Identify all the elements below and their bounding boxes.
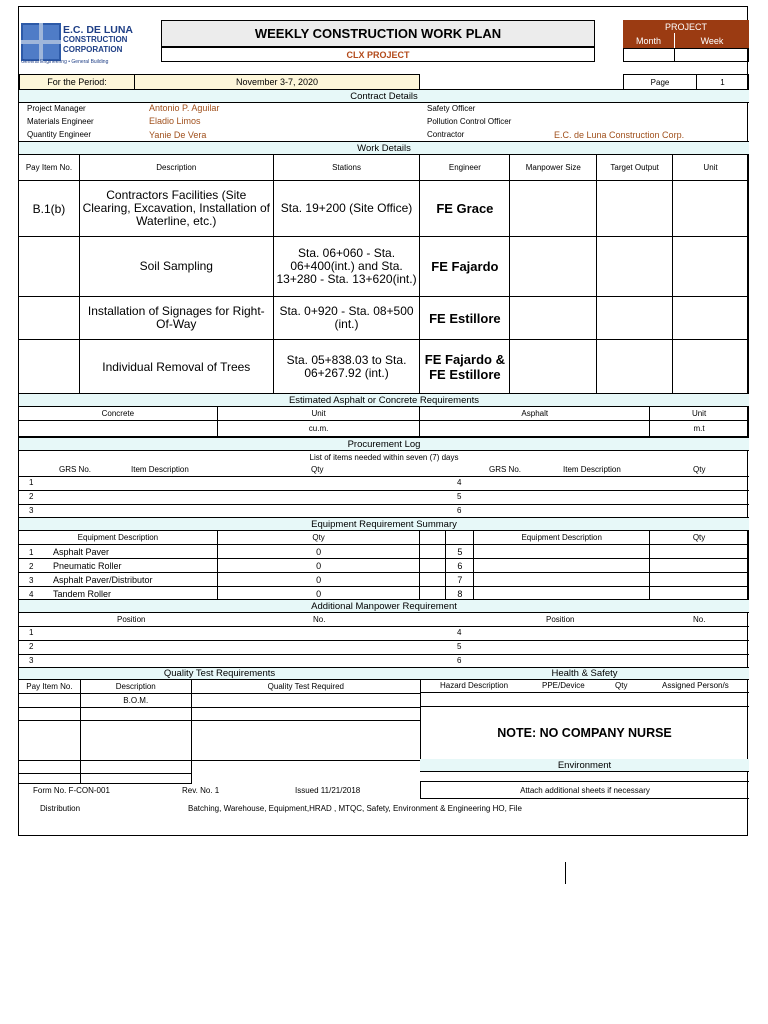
pay-item-cell — [19, 340, 80, 395]
equipment-desc-header-right: Equipment Description — [474, 531, 650, 545]
equipment-number: 8 — [446, 587, 474, 601]
unit-cell[interactable] — [673, 181, 749, 237]
company-tagline: General Engineering • General Building — [21, 59, 109, 65]
attach-note-text: Attach additional sheets if necessary — [520, 785, 650, 795]
header-target-output: Target Output — [597, 155, 673, 181]
manpower-position-header-left: Position — [117, 615, 146, 624]
engineer-cell: FE Fajardo & FE Estillore — [420, 340, 510, 395]
environment-title: Environment — [557, 759, 612, 771]
week-label — [675, 33, 749, 48]
quantity-engineer-label: Quantity Engineer — [27, 130, 92, 139]
hazard-header: Hazard Description — [440, 681, 509, 690]
manpower-rows — [19, 626, 749, 667]
description-cell: Installation of Signages for Right-Of-Way — [79, 297, 273, 340]
procurement-qty-header-left: Qty — [311, 465, 324, 474]
procurement-row-number: 2 — [29, 492, 34, 501]
page-title-text: WEEKLY CONSTRUCTION WORK PLAN — [254, 26, 502, 41]
pay-item-cell: B.1(b) — [19, 181, 80, 237]
equipment-desc-cell[interactable] — [474, 559, 650, 573]
quality-test-title: Quality Test Requirements — [163, 668, 276, 679]
equipment-qty: 0 — [217, 587, 420, 601]
distribution-label: Distribution — [40, 804, 81, 813]
station-cell: Sta. 06+060 - Sta. 06+400(int.) and Sta. 13+280 - Sta. 13+620(int.) — [273, 237, 420, 297]
month-label — [623, 33, 675, 48]
company-name — [63, 25, 163, 55]
engineer-cell: FE Grace — [420, 181, 510, 237]
manpower-no-header-left: No. — [313, 615, 326, 624]
manpower-position-header-right: Position — [546, 615, 575, 624]
concrete-unit-value: cu.m. — [217, 421, 420, 437]
attach-note — [420, 781, 749, 799]
equipment-desc-cell[interactable] — [474, 545, 650, 559]
table-row — [19, 559, 749, 573]
quantity-engineer-value: Yanie De Vera — [149, 130, 207, 140]
asphalt-header: Asphalt — [420, 407, 650, 421]
equipment-number: 5 — [446, 545, 474, 559]
revision-number: Rev. No. 1 — [182, 786, 220, 795]
table-row — [19, 340, 749, 395]
description-cell: Soil Sampling — [79, 237, 273, 297]
issued-date: Issued 11/21/2018 — [295, 786, 361, 795]
table-row — [19, 761, 421, 774]
procurement-subheader-text: List of items needed within seven (7) days — [309, 453, 459, 462]
company-name-line1: E.C. DE LUNA — [63, 24, 134, 36]
project-header — [623, 20, 749, 33]
unit-cell[interactable] — [673, 237, 749, 297]
equipment-number: 4 — [29, 589, 34, 599]
asphalt-value-cell[interactable] — [420, 421, 650, 437]
company-name-line3: CORPORATION — [63, 45, 123, 54]
table-row — [19, 297, 749, 340]
equipment-summary-band — [19, 517, 749, 531]
engineer-cell: FE Fajardo — [420, 237, 510, 297]
procurement-grs-header-left: GRS No. — [59, 465, 92, 474]
procurement-row-number: 6 — [457, 506, 462, 515]
equipment-number: 1 — [29, 547, 34, 557]
header-unit: Unit — [673, 155, 749, 181]
table-row — [19, 721, 421, 761]
equipment-name: Asphalt Paver/Distributor — [53, 574, 153, 585]
contract-details-title: Contract Details — [350, 90, 418, 102]
manpower-cell[interactable] — [510, 181, 597, 237]
station-cell: Sta. 05+838.03 to Sta. 06+267.92 (int.) — [273, 340, 420, 395]
ppe-header: PPE/Device — [542, 681, 585, 690]
procurement-item-header-right: Item Description — [563, 465, 621, 474]
text-cursor-mark — [565, 862, 566, 884]
page-label-text: Page — [650, 77, 670, 87]
procurement-row-number: 3 — [29, 506, 34, 515]
page-number-text: 1 — [720, 77, 725, 87]
equipment-name: Asphalt Paver — [53, 546, 110, 557]
project-manager-label: Project Manager — [27, 104, 86, 113]
manpower-no-header-right: No. — [693, 615, 706, 624]
manpower-cell[interactable] — [510, 340, 597, 395]
header-engineer: Engineer — [420, 155, 510, 181]
quality-test-cell[interactable] — [191, 694, 420, 708]
manpower-row-number: 4 — [457, 628, 462, 637]
quality-test-table — [18, 679, 421, 784]
project-subtitle — [161, 47, 595, 62]
quality-test-header: Quality Test Required — [191, 680, 420, 694]
procurement-qty-header-right: Qty — [693, 465, 706, 474]
manpower-row-number: 2 — [29, 642, 34, 651]
equipment-qty-cell[interactable] — [650, 573, 749, 587]
table-row — [19, 708, 421, 721]
month-value-cell[interactable] — [623, 48, 675, 62]
project-header-text: PROJECT — [664, 21, 707, 32]
equipment-qty-header-left: Qty — [217, 531, 420, 545]
procurement-rows — [19, 476, 749, 518]
work-header-row — [19, 155, 749, 181]
safety-officer-label: Safety Officer — [427, 104, 476, 113]
procurement-subheader — [19, 451, 749, 464]
asphalt-concrete-table — [18, 406, 749, 437]
pollution-officer-label: Pollution Control Officer — [427, 117, 512, 126]
procurement-log-band — [19, 437, 749, 451]
table-row — [19, 573, 749, 587]
equipment-number: 6 — [446, 559, 474, 573]
manpower-band — [19, 599, 749, 613]
project-manager-value: Antonio P. Aguilar — [149, 103, 220, 113]
page-label — [623, 74, 697, 90]
procurement-log-title: Procurement Log — [347, 438, 421, 450]
manpower-row-number: 3 — [29, 656, 34, 665]
unit-cell[interactable] — [673, 297, 749, 340]
page-title — [161, 20, 595, 47]
engineer-cell: FE Estillore — [420, 297, 510, 340]
asphalt-concrete-band — [19, 393, 749, 407]
unit-cell[interactable] — [673, 340, 749, 395]
contractor-value: E.C. de Luna Construction Corp. — [554, 130, 685, 140]
manpower-row-number: 5 — [457, 642, 462, 651]
distribution-list: Batching, Warehouse, Equipment,HRAD , MTQC, Safety, Environment & Engineering HO, File — [188, 804, 522, 813]
period-value-text: November 3-7, 2020 — [235, 77, 319, 87]
equipment-qty: 0 — [217, 545, 420, 559]
table-row — [19, 545, 749, 559]
health-qty-header: Qty — [615, 681, 628, 690]
procurement-row-number: 1 — [29, 478, 34, 487]
asphalt-unit-header: Unit — [650, 407, 749, 421]
materials-engineer-value: Eladio Limos — [149, 116, 201, 126]
list-item[interactable] — [19, 626, 749, 640]
contractor-label: Contractor — [427, 130, 465, 139]
equipment-name: Tandem Roller — [53, 588, 112, 599]
health-safety-row[interactable] — [420, 693, 749, 707]
period-value[interactable] — [134, 74, 420, 90]
list-item[interactable] — [19, 476, 749, 490]
equipment-desc-cell[interactable] — [474, 573, 650, 587]
manpower-row-number: 1 — [29, 628, 34, 637]
quality-pay-item-cell[interactable] — [19, 694, 81, 708]
company-logo — [21, 23, 61, 61]
list-item[interactable] — [19, 654, 749, 667]
table-row — [19, 694, 421, 708]
week-label-text: Week — [700, 35, 724, 46]
quality-pay-item-header: Pay Item No. — [19, 680, 81, 694]
target-output-cell[interactable] — [597, 297, 673, 340]
concrete-unit-header: Unit — [217, 407, 420, 421]
header-pay-item: Pay Item No. — [19, 155, 80, 181]
list-item[interactable] — [19, 640, 749, 654]
month-label-text: Month — [635, 35, 661, 46]
header-stations: Stations — [273, 155, 420, 181]
concrete-value-cell[interactable] — [19, 421, 218, 437]
equipment-name: Pneumatic Roller — [53, 560, 122, 571]
logo-emblem-icon — [21, 23, 61, 61]
environment-band — [420, 759, 749, 772]
manpower-cell[interactable] — [510, 237, 597, 297]
work-details-title: Work Details — [357, 142, 411, 154]
equipment-number: 3 — [29, 575, 34, 585]
equipment-number: 2 — [29, 561, 34, 571]
manpower-title: Additional Manpower Requirement — [311, 600, 457, 612]
equipment-qty: 0 — [217, 559, 420, 573]
asphalt-unit-value: m.t — [650, 421, 749, 437]
manpower-row-number: 6 — [457, 656, 462, 665]
company-nurse-note — [420, 707, 749, 760]
work-plan-sheet — [18, 6, 748, 836]
manpower-cell[interactable] — [510, 297, 597, 340]
company-name-line2: CONSTRUCTION — [63, 35, 128, 44]
materials-engineer-label: Materials Engineer — [27, 117, 94, 126]
equipment-qty-header-right: Qty — [650, 531, 749, 545]
target-output-cell[interactable] — [597, 340, 673, 395]
period-label — [19, 74, 135, 90]
pay-item-cell — [19, 237, 80, 297]
contract-details-band — [19, 89, 749, 103]
target-output-cell[interactable] — [597, 237, 673, 297]
quality-description-header: Description — [80, 680, 191, 694]
table-row — [19, 774, 421, 784]
equipment-number: 7 — [446, 573, 474, 587]
station-cell: Sta. 19+200 (Site Office) — [273, 181, 420, 237]
description-cell: Contractors Facilities (Site Clearing, Excavation, Installation of Waterline, etc.) — [79, 181, 273, 237]
health-safety-headers — [420, 679, 749, 693]
project-subtitle-text: CLX PROJECT — [346, 49, 410, 60]
station-cell: Sta. 0+920 - Sta. 08+500 (int.) — [273, 297, 420, 340]
equipment-qty: 0 — [217, 573, 420, 587]
header-description: Description — [79, 155, 273, 181]
asphalt-concrete-title: Estimated Asphalt or Concrete Requirements — [288, 394, 480, 406]
work-details-table — [18, 154, 749, 395]
procurement-row-number: 5 — [457, 492, 462, 501]
table-row — [19, 237, 749, 297]
equipment-summary-title: Equipment Requirement Summary — [311, 518, 457, 530]
period-label-text: For the Period: — [47, 77, 107, 87]
health-safety-title: Health & Safety — [551, 668, 618, 679]
header-manpower: Manpower Size — [510, 155, 597, 181]
description-cell: Individual Removal of Trees — [79, 340, 273, 395]
table-row — [19, 181, 749, 237]
procurement-item-header-left: Item Description — [131, 465, 189, 474]
form-number: Form No. F-CON-001 — [33, 786, 110, 795]
equipment-qty-cell[interactable] — [650, 559, 749, 573]
equipment-table — [18, 530, 749, 601]
week-value-cell[interactable] — [674, 48, 749, 62]
pay-item-cell — [19, 297, 80, 340]
equipment-qty-cell[interactable] — [650, 545, 749, 559]
assigned-header: Assigned Person/s — [662, 681, 729, 690]
work-details-band — [19, 141, 749, 155]
target-output-cell[interactable] — [597, 181, 673, 237]
company-nurse-note-text: NOTE: NO COMPANY NURSE — [497, 726, 672, 740]
quality-description-cell: B.O.M. — [80, 694, 191, 708]
page-number — [696, 74, 749, 90]
procurement-grs-header-right: GRS No. — [489, 465, 522, 474]
list-item[interactable] — [19, 490, 749, 504]
procurement-row-number: 4 — [457, 478, 462, 487]
list-item[interactable] — [19, 504, 749, 518]
equipment-desc-header-left: Equipment Description — [19, 531, 218, 545]
concrete-header: Concrete — [19, 407, 218, 421]
